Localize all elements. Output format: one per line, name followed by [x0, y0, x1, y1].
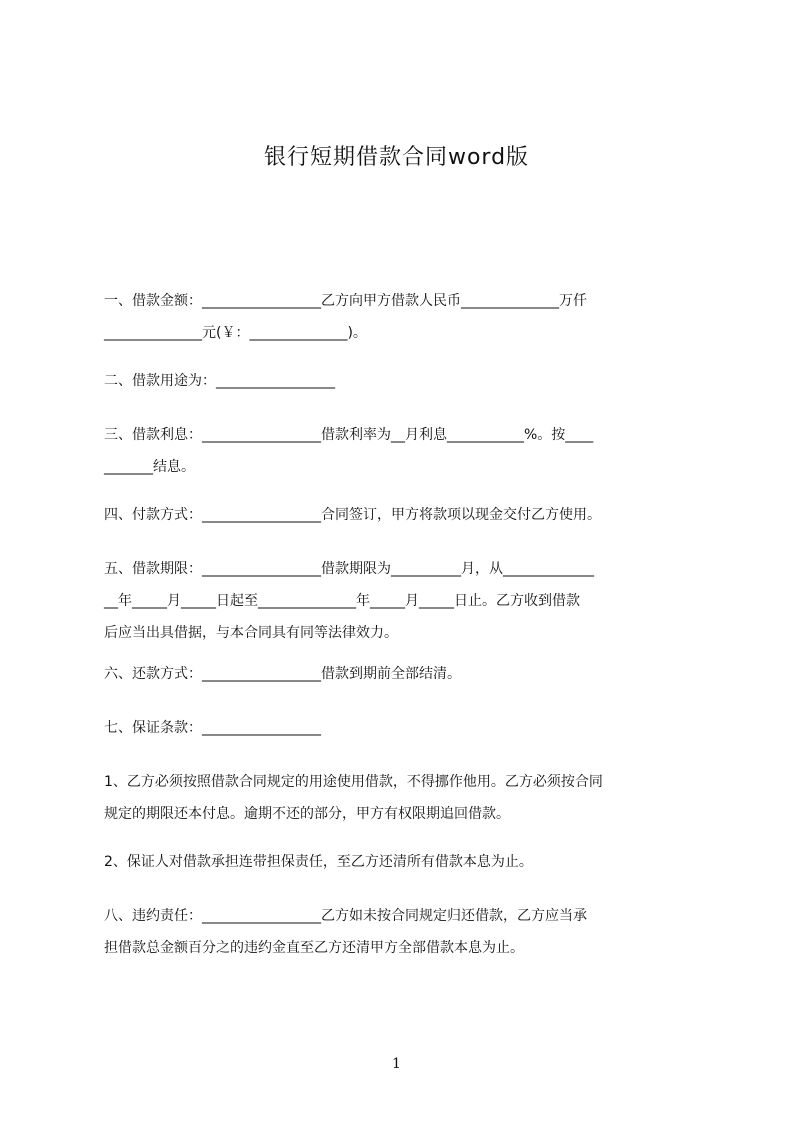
clause-line: __年_____月_____日起至______________年_____月_____日止。乙方收到借款: [104, 593, 580, 609]
clause-line: 2、保证人对借款承担连带担保责任，至乙方还清所有借款本息为止。: [104, 854, 533, 870]
clause-loan-amount: [104, 285, 704, 349]
document-title: 银行短期借款合同word版: [263, 145, 530, 170]
clause-line: 三、借款利息：_________________借款利率为__月利息___________%。按____: [104, 427, 594, 443]
clause-loan-purpose: [104, 365, 704, 397]
clause-line: 四、付款方式：_________________合同签订，甲方将款项以现金交付乙方使用。: [104, 507, 601, 523]
clause-breach-liability: [104, 900, 704, 964]
clause-line: 一、借款金额：_________________乙方向甲方借款人民币______________万仟: [104, 293, 587, 309]
page-number: 1: [392, 1056, 401, 1072]
clause-payment-method: [104, 499, 704, 531]
clause-line: _______结息。: [104, 459, 195, 475]
guarantee-item-1: [104, 766, 704, 830]
clause-line: 二、借款用途为：_________________: [104, 373, 335, 389]
clause-line: 担借款总金额百分之的违约金直至乙方还清甲方全部借款本息为止。: [104, 940, 524, 956]
clause-loan-term: [104, 553, 704, 649]
clause-line: 1、乙方必须按照借款合同规定的用途使用借款，不得挪作他用。乙方必须按合同: [104, 774, 603, 790]
clause-line: 八、违约责任：_________________乙方如未按合同规定归还借款，乙方应当承: [104, 908, 587, 924]
clause-repayment-method: [104, 658, 704, 690]
guarantee-item-2: [104, 846, 704, 878]
clause-loan-interest: [104, 419, 704, 483]
clause-guarantee: [104, 712, 704, 744]
clause-line: ______________元(￥：______________)。: [104, 325, 367, 341]
clause-line: 规定的期限还本付息。逾期不还的部分，甲方有权限期追回借款。: [104, 806, 510, 822]
clause-line: 后应当出具借据，与本合同具有同等法律效力。: [104, 625, 398, 641]
clause-line: 七、保证条款：_________________: [104, 720, 321, 736]
clause-line: 六、还款方式：_________________借款到期前全部结清。: [104, 666, 461, 682]
clause-line: 五、借款期限：_________________借款期限为__________月，从_____________: [104, 561, 594, 577]
